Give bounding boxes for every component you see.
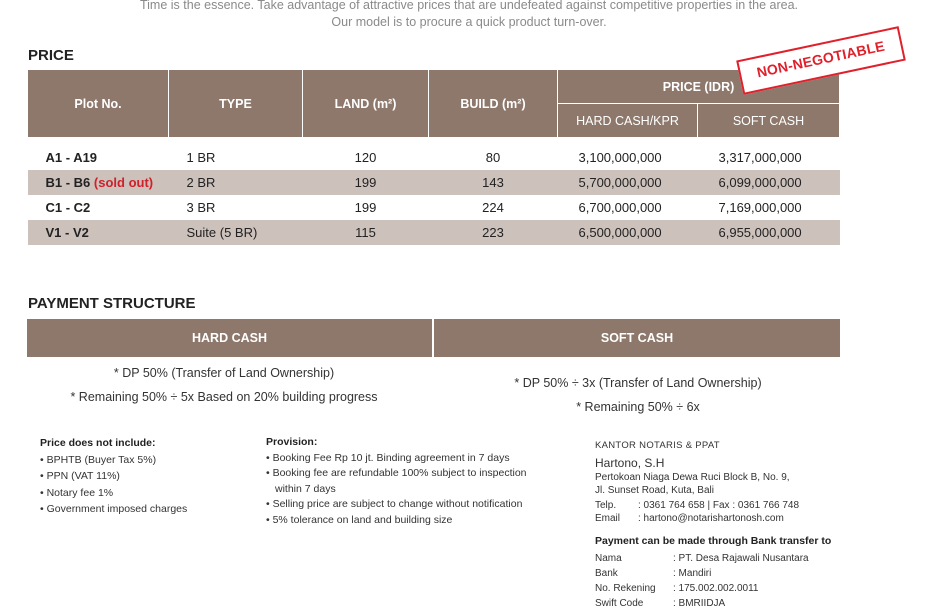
list-item: • Selling price are subject to change without notification <box>266 498 523 510</box>
notary-telp-label: Telp. <box>595 500 617 511</box>
soft-cash-header: SOFT CASH <box>434 319 840 357</box>
list-item: • Booking fee are refundable 100% subject to inspection <box>266 467 527 479</box>
bank-value-swift: : BMRIIDJA <box>673 598 726 609</box>
soft-cash-line-2: * Remaining 50% ÷ 6x <box>576 400 700 414</box>
hard-cash-cell: 6,700,000,000 <box>578 200 662 215</box>
exclusions-title: Price does not include: <box>40 437 156 449</box>
header-land: LAND (m²) <box>303 70 429 138</box>
list-item: • BPHTB (Buyer Tax 5%) <box>40 453 157 466</box>
bank-value-nama: : PT. Desa Rajawali Nusantara <box>673 553 809 564</box>
plot-cell: V1 - V2 <box>28 220 169 245</box>
land-cell: 115 <box>303 220 429 245</box>
provision-title: Provision: <box>266 436 318 448</box>
header-price: PRICE (IDR) <box>558 70 840 104</box>
header-plot: Plot No. <box>28 70 169 138</box>
non-negotiable-stamp: NON-NEGOTIABLE <box>736 26 906 95</box>
hard-cash-cell: 3,100,000,000 <box>578 150 662 165</box>
bank-label-bank: Bank <box>595 568 618 579</box>
notary-email-value: : hartono@notarishartonosh.com <box>638 513 784 524</box>
header-soft-cash: SOFT CASH <box>698 104 840 138</box>
hard-cash-cell: 6,500,000,000 <box>558 220 698 245</box>
table-row <box>28 220 840 245</box>
bank-label-rekening: No. Rekening <box>595 583 656 594</box>
table-row <box>28 195 840 220</box>
price-table <box>27 69 840 245</box>
type-cell: 3 BR <box>186 200 216 215</box>
exclusions-block <box>40 435 187 518</box>
list-item: • 5% tolerance on land and building size <box>266 513 453 526</box>
list-item: • Notary fee 1% <box>40 486 114 499</box>
table-row <box>28 170 840 195</box>
land-cell: 199 <box>303 170 429 195</box>
hard-cash-header: HARD CASH <box>27 319 432 357</box>
build-cell: 223 <box>429 220 558 245</box>
notary-name: Hartono, S.H <box>595 456 665 470</box>
soft-cash-cell: 6,955,000,000 <box>698 220 840 245</box>
land-cell: 120 <box>354 150 377 165</box>
soft-cash-cell: 6,099,000,000 <box>698 170 840 195</box>
soft-cash-cell: 7,169,000,000 <box>718 200 802 215</box>
bank-title: Payment can be made through Bank transfer to <box>595 535 832 547</box>
price-title: PRICE <box>28 47 74 64</box>
type-cell: 1 BR <box>186 150 216 165</box>
notary-telp-value: : 0361 764 658 | Fax : 0361 766 748 <box>638 500 800 511</box>
plot-cell <box>28 170 169 195</box>
bank-label-nama: Nama <box>595 553 622 564</box>
soft-cash-line-1: * DP 50% ÷ 3x (Transfer of Land Ownership) <box>514 376 762 390</box>
sold-out-label: (sold out) <box>93 175 154 190</box>
payment-structure-title: PAYMENT STRUCTURE <box>28 295 196 312</box>
bank-value-bank: : Mandiri <box>673 568 712 579</box>
soft-cash-cell: 3,317,000,000 <box>718 150 802 165</box>
plot-cell: A1 - A19 <box>45 150 98 165</box>
bank-label-swift: Swift Code <box>595 598 644 609</box>
table-row <box>28 145 840 170</box>
land-cell: 199 <box>354 200 377 215</box>
hard-cash-cell: 5,700,000,000 <box>558 170 698 195</box>
list-item: • Booking Fee Rp 10 jt. Binding agreement in 7 days <box>266 451 510 464</box>
build-cell: 80 <box>485 150 501 165</box>
provision-block <box>266 435 527 528</box>
list-item: • PPN (VAT 11%) <box>40 470 120 482</box>
build-cell: 224 <box>482 200 504 215</box>
build-cell: 143 <box>429 170 558 195</box>
list-item: within 7 days <box>275 482 336 495</box>
header-type: TYPE <box>169 70 303 138</box>
notary-address-1: Pertokoan Niaga Dewa Ruci Block B, No. 9, <box>595 472 790 483</box>
header-hard-cash: HARD CASH/KPR <box>558 104 698 138</box>
type-cell: Suite (5 BR) <box>169 220 303 245</box>
intro-line-2: Our model is to procure a quick product turn-over. <box>331 15 607 29</box>
hard-cash-line-1: * DP 50% (Transfer of Land Ownership) <box>113 366 335 380</box>
list-item: • Government imposed charges <box>40 503 188 515</box>
plot-cell: C1 - C2 <box>45 200 91 215</box>
bank-value-rekening: : 175.002.002.0011 <box>673 583 759 594</box>
notary-address-2: Jl. Sunset Road, Kuta, Bali <box>595 485 714 496</box>
intro-line-1: Time is the essence. Take advantage of attractive prices that are undefeated against competitive properties in the area. <box>139 0 799 12</box>
hard-cash-line-2: * Remaining 50% ÷ 5x Based on 20% building progress <box>70 390 378 404</box>
notary-email-label: Email <box>595 513 621 524</box>
plot-label: B1 - B6 <box>45 175 91 190</box>
header-build: BUILD (m²) <box>429 70 558 138</box>
type-cell: 2 BR <box>169 170 303 195</box>
notary-title: KANTOR NOTARIS & PPAT <box>595 440 720 451</box>
